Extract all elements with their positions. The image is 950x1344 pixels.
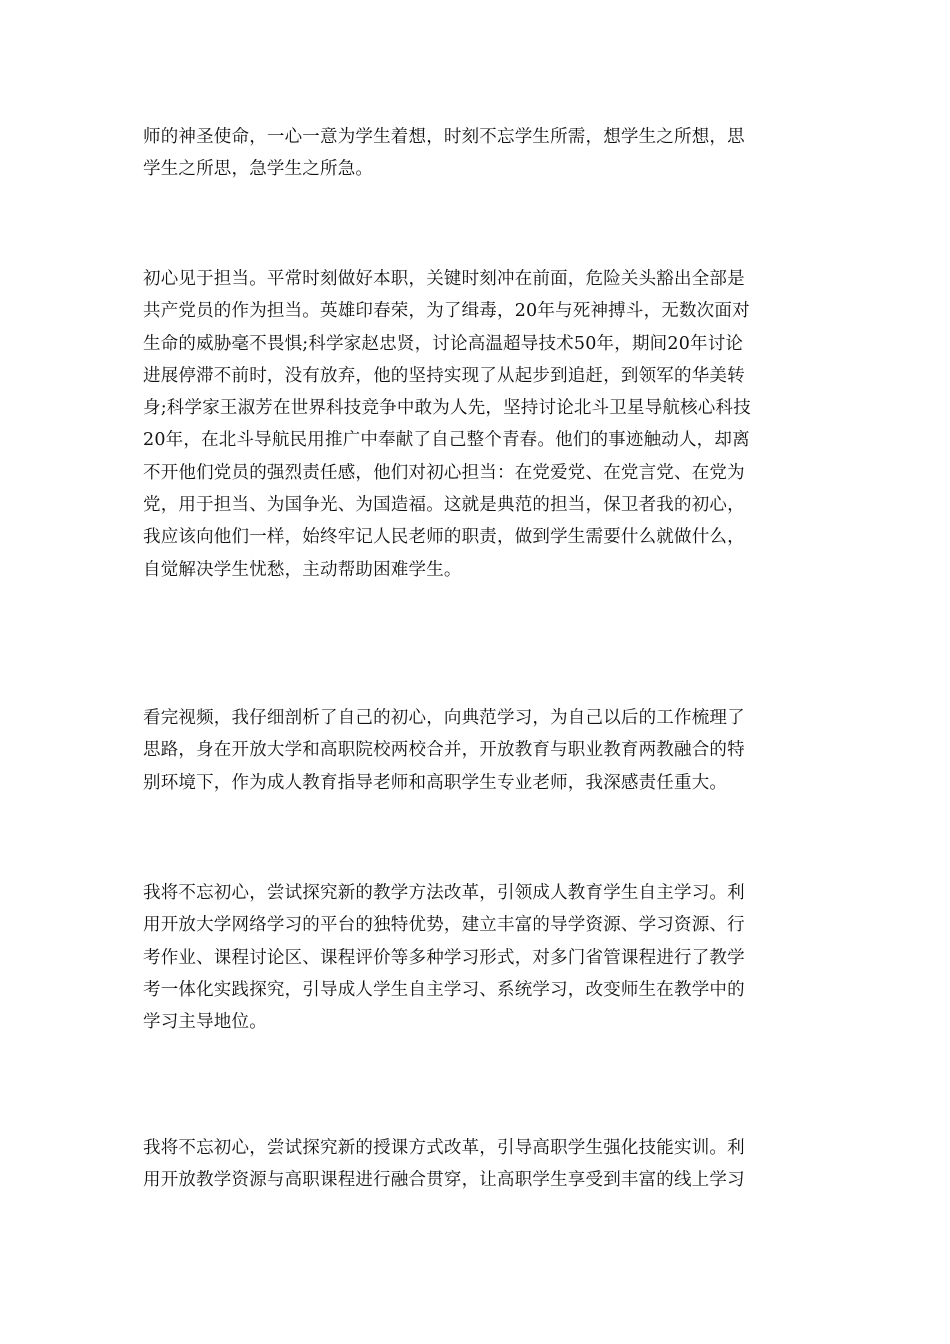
paragraph-teaching-reform: 我将不忘初心，尝试探究新的教学方法改革，引领成人教育学生自主学习。利 用开放大学网络学习的平台的独特优势，建立丰富的导学资源、学习资源、行 考作业、课程讨论区、课程评价等多种学习形式，对多门省管课程进行了教学 考一体化实践探究，引导成人学生自主学习、系统学习，改变师生在教学中的 学习主导地位。 [143, 883, 745, 1033]
paragraph-course-reform: 我将不忘初心，尝试探究新的授课方式改革，引导高职学生强化技能实训。利 用开放教学资源与高职课程进行融合贯穿，让高职学生享受到丰富的线上学习 [143, 1138, 745, 1191]
paragraph-reflection: 看完视频，我仔细剖析了自己的初心，向典范学习，为自己以后的工作梳理了 思路，身在开放大学和高职院校两校合并，开放教育与职业教育两教融合的特 别环境下，作为成人教育指导老师和高职学生专业老师，我深感责任重大。 [143, 708, 745, 793]
paragraph-mission: 师的神圣使命，一心一意为学生着想，时刻不忘学生所需，想学生之所想，思 学生之所思，急学生之所急。 [143, 127, 745, 180]
paragraph-responsibility: 初心见于担当。平常时刻做好本职，关键时刻冲在前面，危险关头豁出全部是 共产党员的作为担当。英雄印春荣，为了缉毒，20年与死神搏斗，无数次面对 生命的威胁毫不畏惧;科学家赵忠贤，讨论高温超导技术50年，期间20年讨论 进展停滞不前时，没有放弃，他的坚持实现了从起步到追赶，到领军的华美转 身;科学家王淑芳在世界科技竞争中敢为人先，坚持讨论北斗卫星导航核心科技 20年，在北斗导航民用推广中奉献了自己整个青春。他们的事迹触动人，却离 不开他们党员的强烈责任感，他们对初心担当：在党爱党、在党言党、在党为 党，用于担当、为国争光、为国造福。这就是典范的担当，保卫者我的初心， 我应该向他们一样，始终牢记人民老师的职责，做到学生需要什么就做什么， 自觉解决学生忧愁，主动帮助困难学生。 [143, 269, 751, 580]
